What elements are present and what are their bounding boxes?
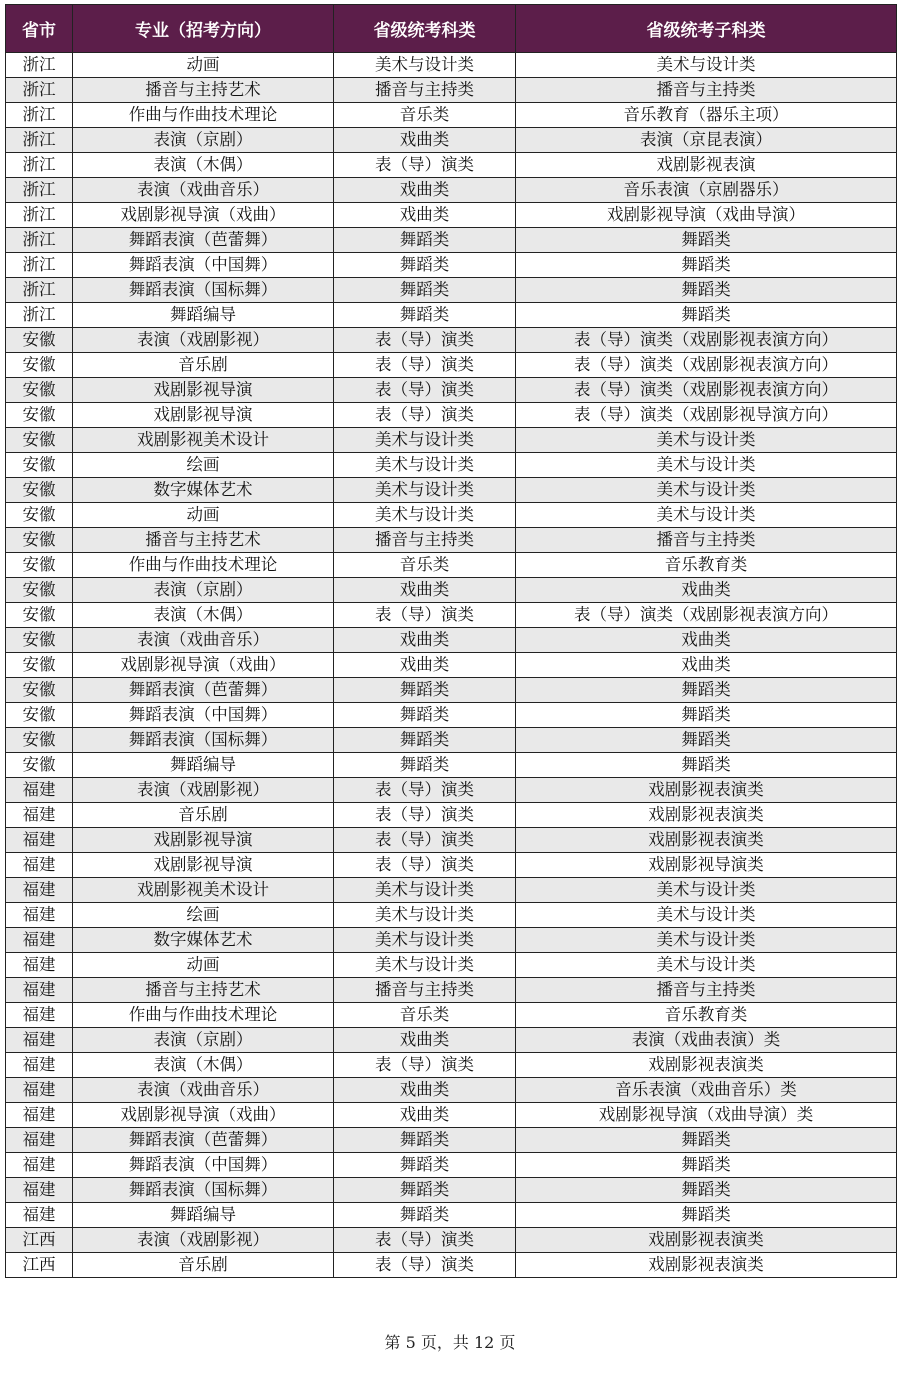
table-row <box>6 1228 897 1253</box>
cell-province: 安徽 <box>6 353 73 378</box>
cell-exam-category: 舞蹈类 <box>334 678 516 703</box>
cell-exam-subcategory: 美术与设计类 <box>516 453 897 478</box>
table-row <box>6 378 897 403</box>
table-row <box>6 1053 897 1078</box>
cell-province: 福建 <box>6 1128 73 1153</box>
cell-exam-category: 表（导）演类 <box>334 153 516 178</box>
cell-exam-subcategory: 音乐表演（京剧器乐） <box>516 178 897 203</box>
cell-exam-category: 舞蹈类 <box>334 303 516 328</box>
cell-major: 表演（戏曲音乐） <box>73 1078 334 1103</box>
cell-exam-subcategory: 音乐教育（器乐主项） <box>516 103 897 128</box>
cell-major: 音乐剧 <box>73 803 334 828</box>
cell-major: 舞蹈表演（中国舞） <box>73 703 334 728</box>
cell-exam-category: 戏曲类 <box>334 578 516 603</box>
column-header-major: 专业（招考方向） <box>73 5 334 53</box>
table-row <box>6 128 897 153</box>
cell-exam-subcategory: 舞蹈类 <box>516 253 897 278</box>
cell-exam-subcategory: 表演（京昆表演） <box>516 128 897 153</box>
cell-exam-category: 表（导）演类 <box>334 403 516 428</box>
table-row <box>6 453 897 478</box>
cell-province: 福建 <box>6 1053 73 1078</box>
cell-exam-category: 舞蹈类 <box>334 1178 516 1203</box>
cell-province: 福建 <box>6 903 73 928</box>
cell-exam-subcategory: 戏剧影视表演类 <box>516 1253 897 1278</box>
cell-exam-category: 音乐类 <box>334 103 516 128</box>
cell-exam-category: 舞蹈类 <box>334 1153 516 1178</box>
cell-exam-subcategory: 戏曲类 <box>516 628 897 653</box>
cell-province: 福建 <box>6 853 73 878</box>
cell-major: 表演（木偶） <box>73 603 334 628</box>
cell-province: 浙江 <box>6 53 73 78</box>
cell-major: 舞蹈表演（国标舞） <box>73 1178 334 1203</box>
table-row <box>6 803 897 828</box>
table-row <box>6 878 897 903</box>
table-row <box>6 1178 897 1203</box>
cell-major: 表演（京剧） <box>73 1028 334 1053</box>
cell-major: 播音与主持艺术 <box>73 978 334 1003</box>
table-row <box>6 853 897 878</box>
cell-province: 福建 <box>6 828 73 853</box>
cell-exam-category: 戏曲类 <box>334 653 516 678</box>
cell-exam-category: 舞蹈类 <box>334 228 516 253</box>
cell-major: 绘画 <box>73 453 334 478</box>
cell-exam-category: 戏曲类 <box>334 1078 516 1103</box>
cell-province: 福建 <box>6 978 73 1003</box>
cell-exam-subcategory: 戏曲类 <box>516 578 897 603</box>
cell-major: 舞蹈编导 <box>73 303 334 328</box>
cell-exam-category: 表（导）演类 <box>334 1053 516 1078</box>
table-row <box>6 1003 897 1028</box>
cell-exam-subcategory: 表（导）演类（戏剧影视表演方向） <box>516 378 897 403</box>
table-row <box>6 428 897 453</box>
cell-exam-subcategory: 音乐教育类 <box>516 553 897 578</box>
table-row <box>6 678 897 703</box>
cell-major: 戏剧影视美术设计 <box>73 878 334 903</box>
cell-major: 数字媒体艺术 <box>73 478 334 503</box>
cell-major: 表演（戏剧影视） <box>73 778 334 803</box>
cell-exam-subcategory: 舞蹈类 <box>516 1153 897 1178</box>
cell-exam-subcategory: 音乐教育类 <box>516 1003 897 1028</box>
cell-province: 安徽 <box>6 728 73 753</box>
cell-major: 戏剧影视导演 <box>73 853 334 878</box>
table-row <box>6 203 897 228</box>
cell-province: 安徽 <box>6 378 73 403</box>
cell-province: 福建 <box>6 1028 73 1053</box>
cell-major: 戏剧影视导演 <box>73 828 334 853</box>
cell-major: 音乐剧 <box>73 1253 334 1278</box>
table-row <box>6 703 897 728</box>
cell-exam-category: 舞蹈类 <box>334 1128 516 1153</box>
cell-exam-category: 表（导）演类 <box>334 378 516 403</box>
table-row <box>6 903 897 928</box>
cell-major: 作曲与作曲技术理论 <box>73 103 334 128</box>
cell-exam-category: 戏曲类 <box>334 628 516 653</box>
admissions-table <box>5 4 897 1278</box>
cell-province: 浙江 <box>6 153 73 178</box>
cell-province: 安徽 <box>6 528 73 553</box>
table-row <box>6 778 897 803</box>
cell-province: 安徽 <box>6 703 73 728</box>
table-row <box>6 253 897 278</box>
cell-exam-category: 戏曲类 <box>334 128 516 153</box>
table-row <box>6 603 897 628</box>
cell-major: 舞蹈编导 <box>73 753 334 778</box>
table-row <box>6 1078 897 1103</box>
cell-province: 安徽 <box>6 503 73 528</box>
cell-major: 戏剧影视导演（戏曲） <box>73 203 334 228</box>
cell-province: 浙江 <box>6 278 73 303</box>
table-row <box>6 103 897 128</box>
cell-exam-category: 戏曲类 <box>334 1028 516 1053</box>
cell-major: 播音与主持艺术 <box>73 78 334 103</box>
cell-province: 江西 <box>6 1253 73 1278</box>
cell-exam-category: 播音与主持类 <box>334 78 516 103</box>
table-row <box>6 928 897 953</box>
cell-major: 动画 <box>73 53 334 78</box>
cell-province: 安徽 <box>6 328 73 353</box>
cell-exam-category: 表（导）演类 <box>334 1253 516 1278</box>
cell-province: 福建 <box>6 1178 73 1203</box>
table-row <box>6 1203 897 1228</box>
cell-exam-category: 美术与设计类 <box>334 503 516 528</box>
cell-province: 安徽 <box>6 428 73 453</box>
cell-exam-subcategory: 播音与主持类 <box>516 528 897 553</box>
cell-exam-subcategory: 美术与设计类 <box>516 903 897 928</box>
cell-exam-subcategory: 戏剧影视表演类 <box>516 828 897 853</box>
cell-major: 表演（戏剧影视） <box>73 328 334 353</box>
cell-major: 舞蹈表演（国标舞） <box>73 728 334 753</box>
cell-province: 江西 <box>6 1228 73 1253</box>
cell-exam-category: 表（导）演类 <box>334 328 516 353</box>
cell-province: 安徽 <box>6 653 73 678</box>
table-row <box>6 403 897 428</box>
cell-exam-category: 表（导）演类 <box>334 778 516 803</box>
table-row <box>6 628 897 653</box>
cell-exam-subcategory: 美术与设计类 <box>516 428 897 453</box>
cell-province: 福建 <box>6 778 73 803</box>
cell-exam-subcategory: 戏剧影视导演（戏曲导演） <box>516 203 897 228</box>
cell-exam-subcategory: 舞蹈类 <box>516 703 897 728</box>
table-row <box>6 1028 897 1053</box>
cell-major: 戏剧影视导演（戏曲） <box>73 1103 334 1128</box>
table-row <box>6 553 897 578</box>
page-number: 第 5 页，共 12 页 <box>384 1333 516 1352</box>
cell-exam-subcategory: 舞蹈类 <box>516 753 897 778</box>
cell-major: 绘画 <box>73 903 334 928</box>
cell-major: 舞蹈表演（国标舞） <box>73 278 334 303</box>
cell-exam-subcategory: 戏剧影视表演类 <box>516 803 897 828</box>
cell-exam-category: 美术与设计类 <box>334 878 516 903</box>
cell-province: 安徽 <box>6 553 73 578</box>
cell-exam-category: 舞蹈类 <box>334 1203 516 1228</box>
table-row <box>6 53 897 78</box>
cell-exam-subcategory: 表（导）演类（戏剧影视表演方向） <box>516 328 897 353</box>
cell-province: 浙江 <box>6 128 73 153</box>
cell-province: 安徽 <box>6 753 73 778</box>
cell-exam-category: 表（导）演类 <box>334 353 516 378</box>
cell-exam-subcategory: 戏剧影视表演 <box>516 153 897 178</box>
cell-major: 播音与主持艺术 <box>73 528 334 553</box>
table-row <box>6 653 897 678</box>
cell-exam-category: 舞蹈类 <box>334 728 516 753</box>
cell-exam-subcategory: 表（导）演类（戏剧影视表演方向） <box>516 603 897 628</box>
table-row <box>6 278 897 303</box>
cell-exam-category: 表（导）演类 <box>334 1228 516 1253</box>
table-row <box>6 728 897 753</box>
cell-province: 福建 <box>6 803 73 828</box>
cell-major: 舞蹈表演（芭蕾舞） <box>73 228 334 253</box>
table-row <box>6 1153 897 1178</box>
column-header-exam-subcategory: 省级统考子科类 <box>516 5 897 53</box>
cell-major: 戏剧影视导演（戏曲） <box>73 653 334 678</box>
cell-exam-category: 美术与设计类 <box>334 903 516 928</box>
cell-exam-subcategory: 美术与设计类 <box>516 878 897 903</box>
column-header-exam-category: 省级统考科类 <box>334 5 516 53</box>
cell-major: 舞蹈表演（中国舞） <box>73 253 334 278</box>
cell-exam-category: 舞蹈类 <box>334 703 516 728</box>
cell-province: 浙江 <box>6 178 73 203</box>
cell-exam-subcategory: 舞蹈类 <box>516 678 897 703</box>
cell-province: 安徽 <box>6 403 73 428</box>
cell-major: 表演（木偶） <box>73 1053 334 1078</box>
cell-province: 安徽 <box>6 578 73 603</box>
cell-exam-category: 表（导）演类 <box>334 803 516 828</box>
cell-province: 福建 <box>6 1203 73 1228</box>
cell-exam-subcategory: 戏剧影视表演类 <box>516 778 897 803</box>
cell-province: 福建 <box>6 878 73 903</box>
cell-exam-category: 戏曲类 <box>334 203 516 228</box>
cell-major: 表演（戏剧影视） <box>73 1228 334 1253</box>
cell-province: 安徽 <box>6 628 73 653</box>
cell-province: 浙江 <box>6 303 73 328</box>
cell-province: 福建 <box>6 953 73 978</box>
table-row <box>6 228 897 253</box>
cell-exam-category: 音乐类 <box>334 553 516 578</box>
cell-major: 动画 <box>73 953 334 978</box>
cell-exam-subcategory: 表（导）演类（戏剧影视导演方向） <box>516 403 897 428</box>
cell-province: 浙江 <box>6 78 73 103</box>
table-row <box>6 78 897 103</box>
cell-exam-category: 舞蹈类 <box>334 278 516 303</box>
cell-exam-subcategory: 美术与设计类 <box>516 503 897 528</box>
cell-exam-category: 美术与设计类 <box>334 478 516 503</box>
cell-exam-subcategory: 戏剧影视导演类 <box>516 853 897 878</box>
table-row <box>6 953 897 978</box>
cell-exam-category: 表（导）演类 <box>334 603 516 628</box>
cell-major: 舞蹈表演（芭蕾舞） <box>73 678 334 703</box>
cell-province: 浙江 <box>6 103 73 128</box>
cell-exam-subcategory: 播音与主持类 <box>516 978 897 1003</box>
cell-major: 戏剧影视导演 <box>73 403 334 428</box>
cell-exam-category: 表（导）演类 <box>334 828 516 853</box>
cell-exam-category: 戏曲类 <box>334 1103 516 1128</box>
cell-exam-subcategory: 舞蹈类 <box>516 1128 897 1153</box>
table-row <box>6 153 897 178</box>
table-row <box>6 503 897 528</box>
cell-province: 安徽 <box>6 678 73 703</box>
cell-major: 表演（京剧） <box>73 578 334 603</box>
table-row <box>6 478 897 503</box>
cell-major: 表演（戏曲音乐） <box>73 178 334 203</box>
cell-exam-subcategory: 戏剧影视表演类 <box>516 1228 897 1253</box>
table-header-row <box>6 5 897 53</box>
cell-exam-category: 舞蹈类 <box>334 253 516 278</box>
cell-province: 浙江 <box>6 253 73 278</box>
cell-exam-subcategory: 舞蹈类 <box>516 278 897 303</box>
cell-exam-subcategory: 表演（戏曲表演）类 <box>516 1028 897 1053</box>
cell-exam-subcategory: 舞蹈类 <box>516 1203 897 1228</box>
cell-province: 福建 <box>6 1103 73 1128</box>
cell-exam-category: 美术与设计类 <box>334 453 516 478</box>
cell-major: 表演（木偶） <box>73 153 334 178</box>
table-row <box>6 978 897 1003</box>
cell-exam-subcategory: 美术与设计类 <box>516 928 897 953</box>
cell-exam-subcategory: 戏曲类 <box>516 653 897 678</box>
cell-province: 安徽 <box>6 603 73 628</box>
table-row <box>6 828 897 853</box>
cell-major: 作曲与作曲技术理论 <box>73 553 334 578</box>
cell-exam-category: 舞蹈类 <box>334 753 516 778</box>
table-row <box>6 1128 897 1153</box>
cell-province: 浙江 <box>6 228 73 253</box>
cell-major: 戏剧影视美术设计 <box>73 428 334 453</box>
cell-major: 舞蹈编导 <box>73 1203 334 1228</box>
cell-exam-subcategory: 音乐表演（戏曲音乐）类 <box>516 1078 897 1103</box>
cell-exam-subcategory: 戏剧影视表演类 <box>516 1053 897 1078</box>
table-row <box>6 178 897 203</box>
cell-province: 福建 <box>6 928 73 953</box>
cell-exam-category: 美术与设计类 <box>334 928 516 953</box>
cell-province: 福建 <box>6 1153 73 1178</box>
cell-exam-subcategory: 表（导）演类（戏剧影视表演方向） <box>516 353 897 378</box>
cell-province: 安徽 <box>6 478 73 503</box>
cell-major: 表演（京剧） <box>73 128 334 153</box>
cell-major: 动画 <box>73 503 334 528</box>
table-row <box>6 328 897 353</box>
cell-exam-category: 表（导）演类 <box>334 853 516 878</box>
cell-province: 浙江 <box>6 203 73 228</box>
column-header-province: 省市 <box>6 5 73 53</box>
cell-exam-subcategory: 舞蹈类 <box>516 728 897 753</box>
table-row <box>6 1253 897 1278</box>
table-row <box>6 303 897 328</box>
cell-major: 音乐剧 <box>73 353 334 378</box>
cell-major: 表演（戏曲音乐） <box>73 628 334 653</box>
cell-exam-category: 美术与设计类 <box>334 53 516 78</box>
cell-exam-category: 美术与设计类 <box>334 953 516 978</box>
cell-exam-subcategory: 舞蹈类 <box>516 1178 897 1203</box>
table-row <box>6 753 897 778</box>
cell-exam-subcategory: 美术与设计类 <box>516 953 897 978</box>
table-row <box>6 1103 897 1128</box>
cell-major: 作曲与作曲技术理论 <box>73 1003 334 1028</box>
cell-exam-subcategory: 戏剧影视导演（戏曲导演）类 <box>516 1103 897 1128</box>
cell-exam-subcategory: 美术与设计类 <box>516 53 897 78</box>
cell-province: 福建 <box>6 1078 73 1103</box>
cell-exam-category: 播音与主持类 <box>334 528 516 553</box>
table-row <box>6 578 897 603</box>
cell-province: 安徽 <box>6 453 73 478</box>
cell-exam-subcategory: 舞蹈类 <box>516 228 897 253</box>
cell-exam-category: 美术与设计类 <box>334 428 516 453</box>
table-row <box>6 528 897 553</box>
table-body <box>6 53 897 1278</box>
cell-exam-subcategory: 美术与设计类 <box>516 478 897 503</box>
cell-exam-subcategory: 舞蹈类 <box>516 303 897 328</box>
cell-major: 数字媒体艺术 <box>73 928 334 953</box>
cell-exam-subcategory: 播音与主持类 <box>516 78 897 103</box>
cell-major: 戏剧影视导演 <box>73 378 334 403</box>
table-row <box>6 353 897 378</box>
cell-major: 舞蹈表演（芭蕾舞） <box>73 1128 334 1153</box>
cell-major: 舞蹈表演（中国舞） <box>73 1153 334 1178</box>
cell-province: 福建 <box>6 1003 73 1028</box>
cell-exam-category: 音乐类 <box>334 1003 516 1028</box>
cell-exam-category: 播音与主持类 <box>334 978 516 1003</box>
cell-exam-category: 戏曲类 <box>334 178 516 203</box>
